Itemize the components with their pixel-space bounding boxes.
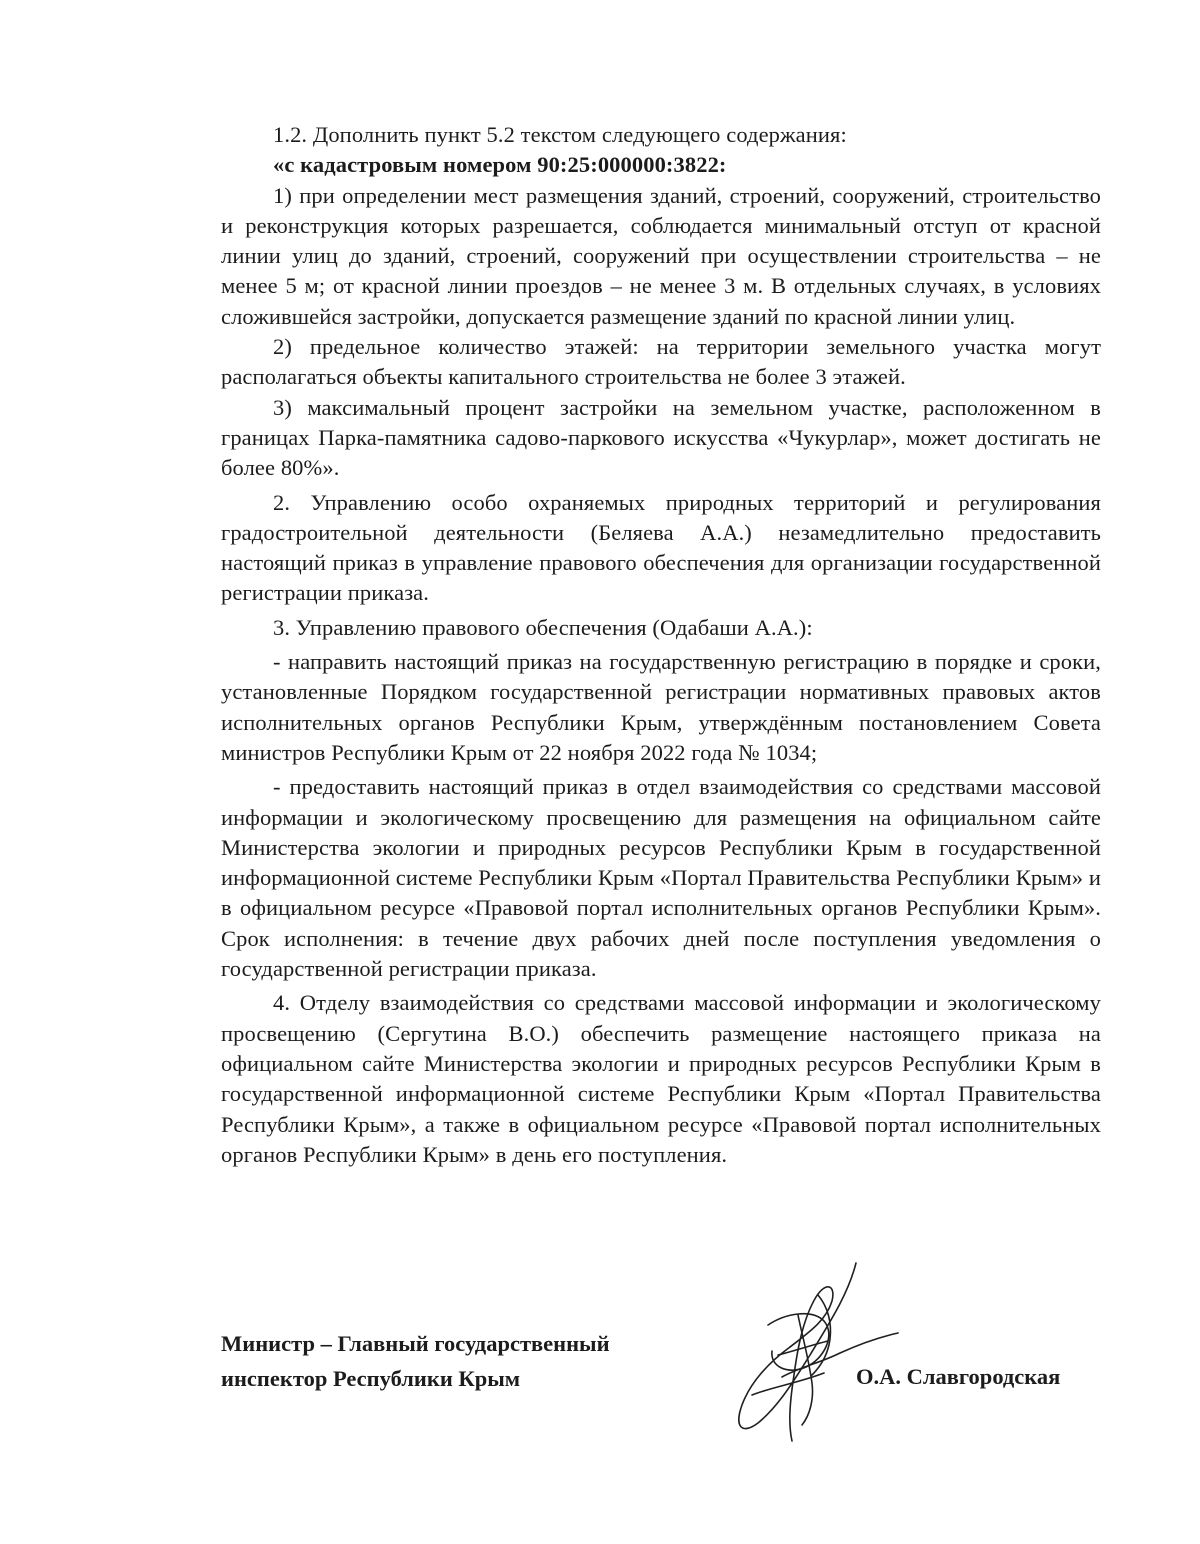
paragraph-1-2: 1.2. Дополнить пункт 5.2 текстом следующего содержания: [273,122,847,147]
paragraph-item-1: 1) при определении мест размещения зданий, строений, сооружений, строительство и реконструкция которых разрешается, соблюдается минимальный отступ от красной линии улиц до зданий, строений, сооружений при осуществлении строительства – не менее 5 м; от красной линии проездов – не менее 3 м. В отдельных случаях, в условиях сложившейся застройки, допускается размещение зданий по красной линии улиц. [221,182,1101,329]
signatory-position-line-2: инспектор Республики Крым [221,1366,521,1391]
signatory-name: О.А. Славгородская [856,1364,1061,1389]
handwritten-signature [728,1255,908,1455]
paragraph-2: 2. Управлению особо охраняемых природных территорий и регулирования градостроительной деятельности (Беляева А.А.) незамедлительно предоставить настоящий приказ в управление правового обеспечения для организации государственной регистрации приказа. [221,489,1101,606]
paragraph-item-2: 2) предельное количество этажей: на территории земельного участка могут располагаться объекты капитального строительства не более 3 этажей. [221,334,1101,390]
paragraph-3-dash-2: - предоставить настоящий приказ в отдел взаимодействия со средствами массовой информации и экологическому просвещению для размещения на официальном сайте Министерства экологии и природных ресурсов Республики Крым в государственной информационной системе Республики Крым «Портал Правительства Республики Крым» и в официальном ресурсе «Правовой портал исполнительных органов Республики Крым». Срок исполнения: в течение двух рабочих дней после поступления уведомления о государственной регистрации приказа. [221,774,1101,982]
signatory-position [221,1326,701,1396]
document-body [221,120,1101,1170]
paragraph-3-dash-1: - направить настоящий приказ на государственную регистрацию в порядке и сроки, установленные Порядком государственной регистрации нормативных правовых актов исполнительных органов Республики Крым, утверждённым постановлением Совета министров Республики Крым от 22 ноября 2022 года № 1034; [221,649,1101,765]
paragraph-cadastral-number: «с кадастровым номером 90:25:000000:3822: [273,152,727,178]
paragraph-item-3: 3) максимальный процент застройки на земельном участке, расположенном в границах Парка-памятника садово-паркового искусства «Чукурлар», может достигать не более 80%». [221,394,1101,481]
paragraph-4: 4. Отделу взаимодействия со средствами массовой информации и экологическому просвещению (Сергутина В.О.) обеспечить размещение настоящего приказа на официальном сайте Министерства экологии и природных ресурсов Республики Крым в государственной информационной системе Республики Крым «Портал Правительства Республики Крым», а также в официальном ресурсе «Правовой портал исполнительных органов Республики Крым» в день его поступления. [221,990,1101,1167]
paragraph-3: 3. Управлению правового обеспечения (Одабаши А.А.): [273,614,813,640]
signatory-position-line-1: Министр – Главный государственный [221,1331,610,1356]
